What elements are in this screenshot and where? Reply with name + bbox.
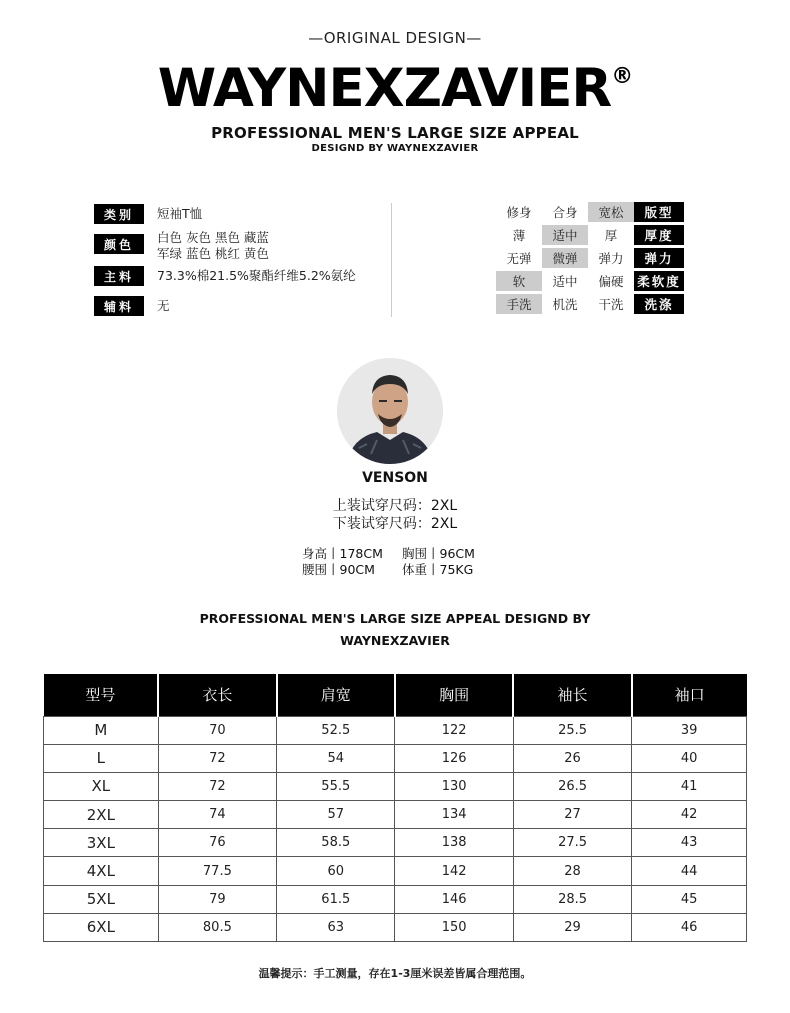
table-cell: 138	[395, 829, 513, 857]
divider	[391, 203, 392, 317]
table-cell: M	[44, 716, 159, 744]
feature-option: 修身	[506, 205, 532, 220]
table-row	[44, 716, 747, 744]
table-cell: 42	[632, 801, 747, 829]
table-cell: 58.5	[277, 829, 395, 857]
table-cell: 74	[158, 801, 276, 829]
table-cell: 27.5	[513, 829, 631, 857]
table-cell: 57	[277, 801, 395, 829]
table-cell: 63	[277, 913, 395, 941]
brand-name: WAYNEXZAVIER	[157, 58, 612, 119]
attr-row-color	[94, 228, 269, 262]
feature-grid	[496, 202, 684, 317]
table-cell: 28.5	[513, 885, 631, 913]
table-cell: 6XL	[44, 913, 159, 941]
registered-mark: ®	[611, 64, 633, 89]
attr-value: 白色 灰色 黑色 藏蓝 军绿 蓝色 桃红 黄色	[157, 230, 269, 261]
feature-option: 弹力	[598, 251, 624, 266]
table-cell: 79	[158, 885, 276, 913]
feature-option: 偏硬	[598, 274, 624, 289]
attr-label: 主料	[94, 266, 144, 286]
feature-option-selected: 微弹	[542, 248, 588, 268]
table-cell: 130	[395, 772, 513, 800]
table-row	[44, 885, 747, 913]
table-cell: 72	[158, 744, 276, 772]
feature-option: 机洗	[552, 297, 578, 312]
feature-option: 合身	[552, 205, 578, 220]
size-section-title-brand: WAYNEXZAVIER	[340, 633, 450, 648]
bottom-fit-size: 下装试穿尺码：2XL	[332, 516, 458, 532]
attr-label: 类别	[94, 204, 144, 224]
table-cell: 142	[395, 857, 513, 885]
model-waist: 腰围丨90CM	[302, 562, 375, 577]
size-table-header	[44, 674, 747, 716]
attr-value: 73.3%棉21.5%聚酯纤维5.2%氨纶	[157, 268, 356, 283]
table-row	[44, 744, 747, 772]
table-cell: 70	[158, 716, 276, 744]
size-section-title: PROFESSIONAL MEN'S LARGE SIZE APPEAL DESIGND BY	[199, 611, 591, 626]
table-cell: 45	[632, 885, 747, 913]
table-cell: 44	[632, 857, 747, 885]
table-row	[44, 772, 747, 800]
attr-row-accessory	[94, 296, 170, 316]
attr-row-material	[94, 266, 356, 286]
feature-label: 弹力	[634, 248, 684, 268]
feature-label: 版型	[634, 202, 684, 222]
table-cell: L	[44, 744, 159, 772]
table-cell: 4XL	[44, 857, 159, 885]
table-cell: 43	[632, 829, 747, 857]
column-header: 袖长	[513, 674, 631, 716]
feature-option-selected: 宽松	[588, 202, 634, 222]
table-cell: 122	[395, 716, 513, 744]
table-row	[44, 913, 747, 941]
table-cell: 55.5	[277, 772, 395, 800]
feature-label: 柔软度	[634, 271, 684, 291]
column-header: 型号	[44, 674, 159, 716]
feature-row	[496, 248, 684, 268]
table-row	[44, 829, 747, 857]
table-cell: 61.5	[277, 885, 395, 913]
designed-by: DESIGND BY WAYNEXZAVIER	[311, 143, 479, 154]
table-cell: 28	[513, 857, 631, 885]
column-header: 肩宽	[277, 674, 395, 716]
table-cell: 40	[632, 744, 747, 772]
attr-label: 辅料	[94, 296, 144, 316]
table-cell: 41	[632, 772, 747, 800]
feature-option: 适中	[552, 274, 578, 289]
table-cell: 52.5	[277, 716, 395, 744]
table-cell: 150	[395, 913, 513, 941]
feature-label: 厚度	[634, 225, 684, 245]
brand-logo	[0, 58, 790, 119]
feature-row	[496, 271, 684, 291]
table-cell: 60	[277, 857, 395, 885]
table-cell: 5XL	[44, 885, 159, 913]
table-cell: 25.5	[513, 716, 631, 744]
feature-option-selected: 软	[496, 271, 542, 291]
attr-value: 无	[157, 298, 170, 313]
size-table	[43, 674, 747, 942]
feature-option: 薄	[512, 228, 526, 243]
table-cell: 29	[513, 913, 631, 941]
feature-option-selected: 适中	[542, 225, 588, 245]
feature-row	[496, 202, 684, 222]
feature-label: 洗涤	[634, 294, 684, 314]
model-height: 身高丨178CM	[302, 546, 383, 561]
table-cell: 126	[395, 744, 513, 772]
table-cell: 27	[513, 801, 631, 829]
attr-row-category	[94, 204, 202, 224]
column-header: 衣长	[158, 674, 276, 716]
model-weight: 体重丨75KG	[402, 562, 474, 577]
table-cell: XL	[44, 772, 159, 800]
table-cell: 54	[277, 744, 395, 772]
table-cell: 2XL	[44, 801, 159, 829]
table-cell: 72	[158, 772, 276, 800]
brand-subtitle: PROFESSIONAL MEN'S LARGE SIZE APPEAL	[211, 124, 579, 142]
table-cell: 39	[632, 716, 747, 744]
table-cell: 77.5	[158, 857, 276, 885]
table-cell: 80.5	[158, 913, 276, 941]
tagline: —ORIGINAL DESIGN—	[308, 29, 482, 47]
feature-option: 厚	[604, 228, 618, 243]
table-cell: 26.5	[513, 772, 631, 800]
column-header: 胸围	[395, 674, 513, 716]
feature-row	[496, 294, 684, 314]
feature-option-selected: 手洗	[496, 294, 542, 314]
model-chest: 胸围丨96CM	[402, 546, 475, 561]
table-row	[44, 857, 747, 885]
table-cell: 134	[395, 801, 513, 829]
top-fit-size: 上装试穿尺码：2XL	[332, 498, 458, 514]
table-cell: 46	[632, 913, 747, 941]
table-cell: 76	[158, 829, 276, 857]
attr-label: 颜色	[94, 234, 144, 254]
table-cell: 3XL	[44, 829, 159, 857]
table-row	[44, 801, 747, 829]
model-name: VENSON	[362, 470, 428, 486]
attr-value: 短袖T恤	[157, 206, 203, 221]
feature-option: 干洗	[598, 297, 624, 312]
feature-row	[496, 225, 684, 245]
model-avatar	[337, 358, 443, 464]
measurement-note: 温馨提示：手工测量，存在1-3厘米误差皆属合理范围。	[258, 967, 532, 980]
feature-option: 无弹	[506, 251, 532, 266]
column-header: 袖口	[632, 674, 747, 716]
table-cell: 26	[513, 744, 631, 772]
table-cell: 146	[395, 885, 513, 913]
